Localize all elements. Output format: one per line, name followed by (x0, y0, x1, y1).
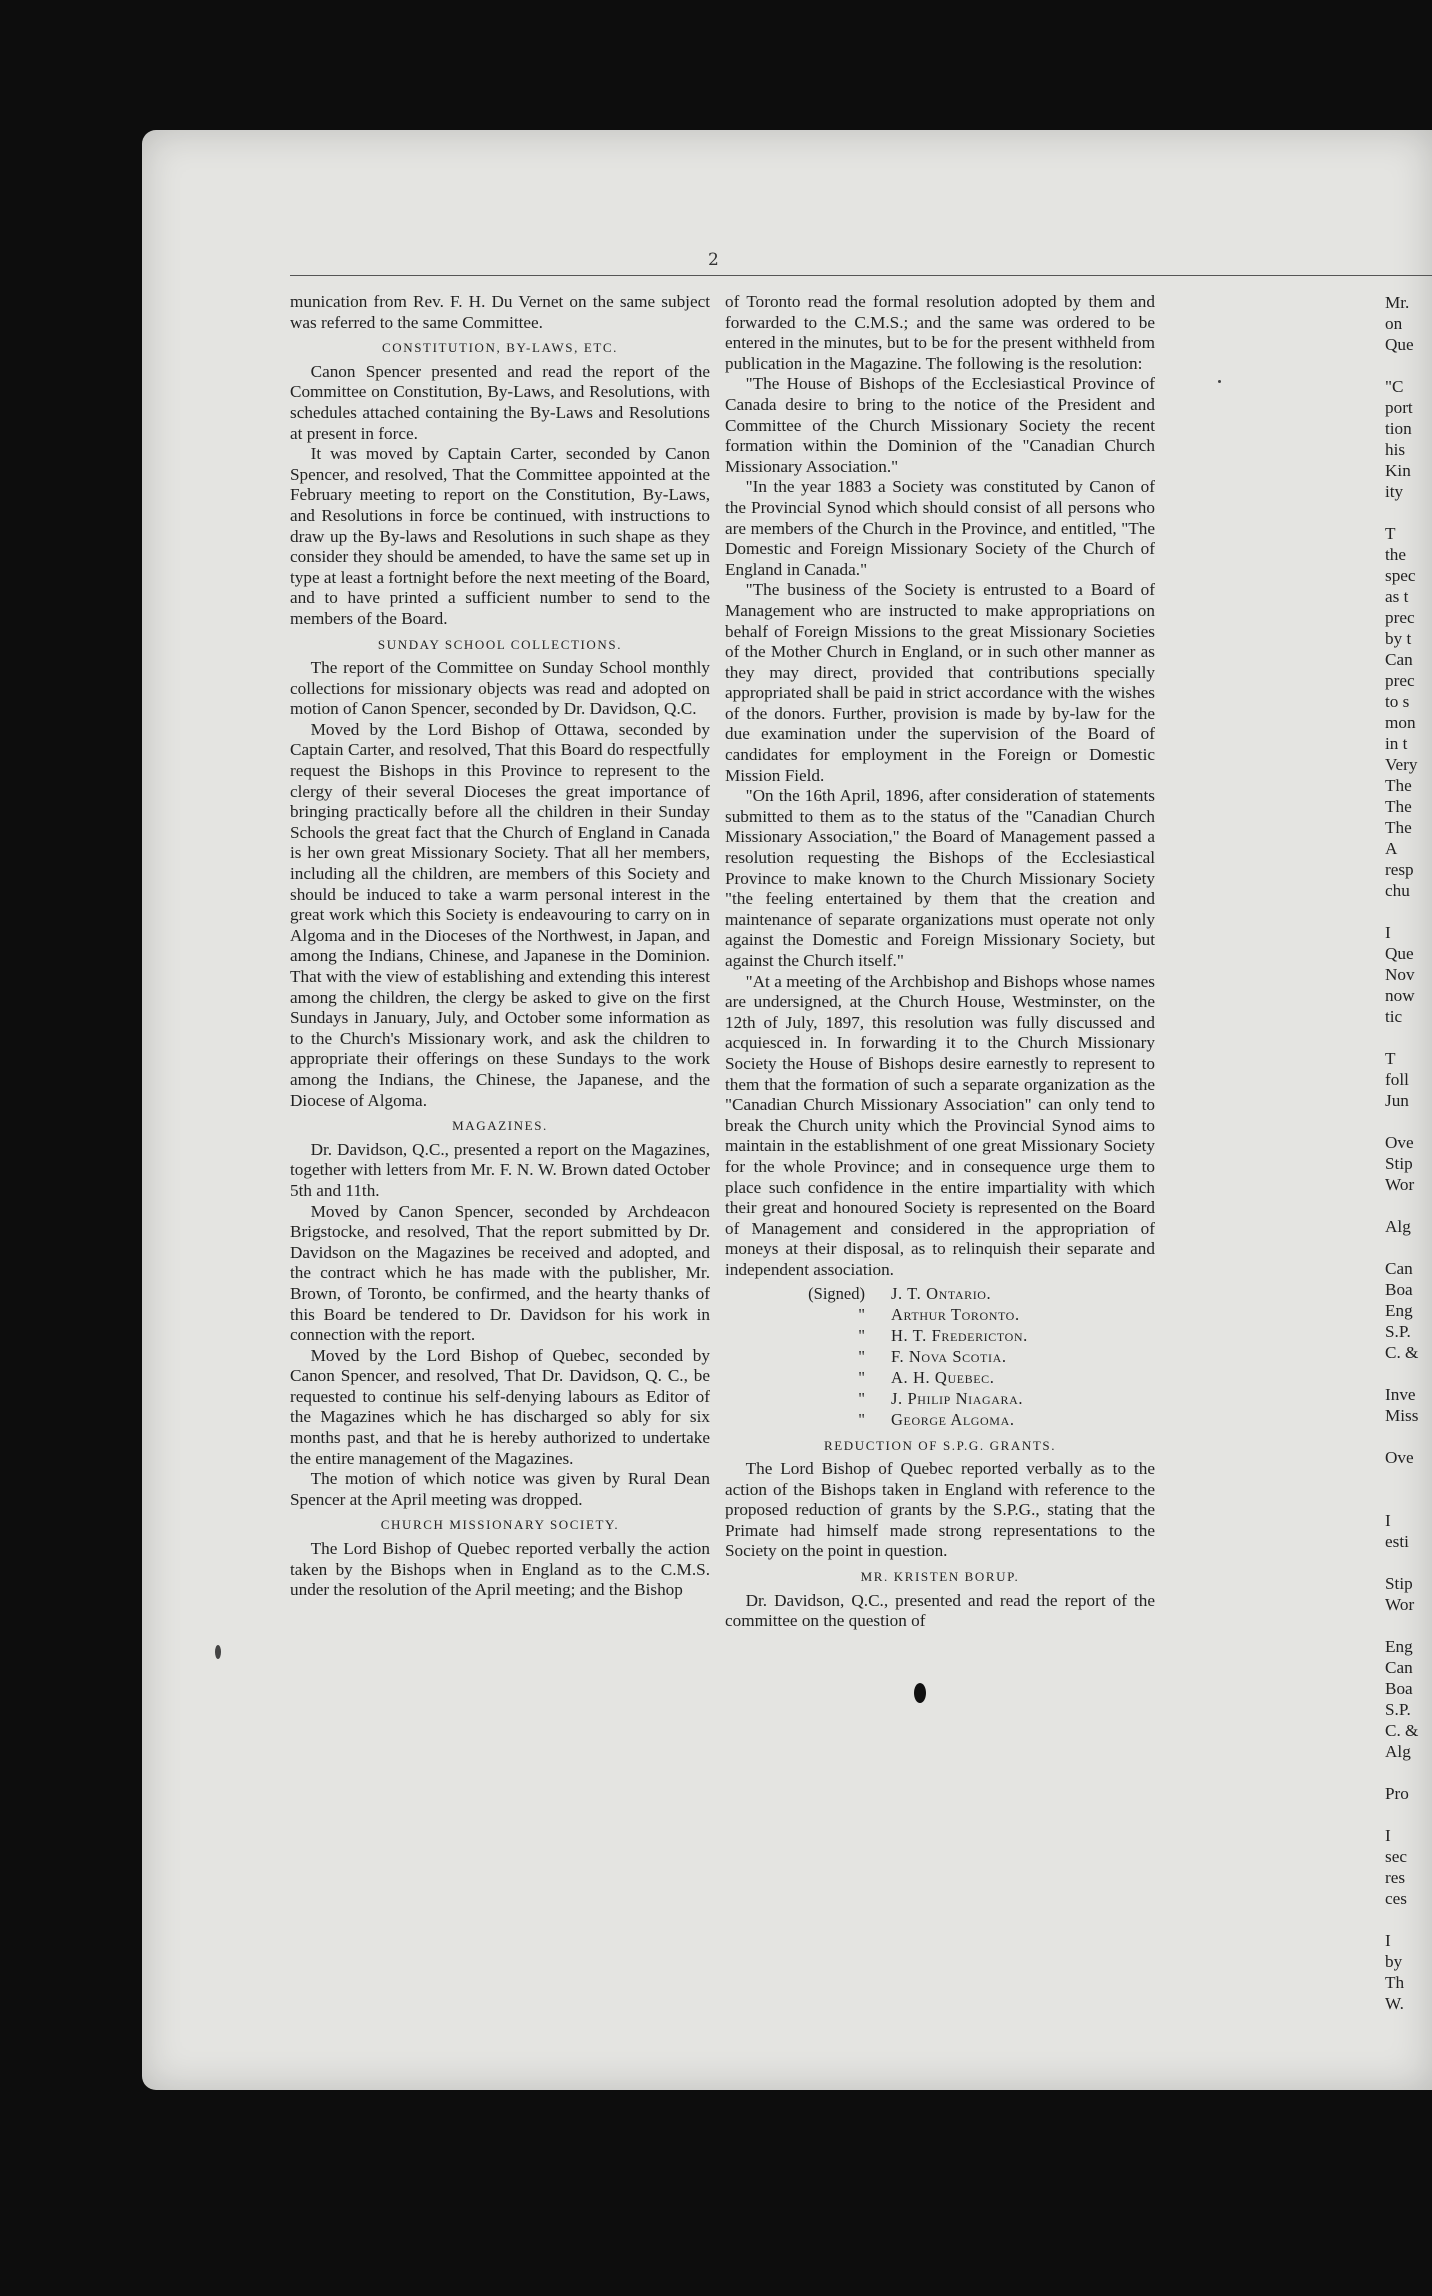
fragment-line: I (1385, 1511, 1391, 1530)
paragraph: "In the year 1883 a Society was constituted by Canon of the Provincial Synod which should consist of all persons who are members of the Church in the Province, and entitled, "The Domestic and Foreign Missionary Society of the Church of England in Canada." (725, 477, 1155, 579)
fragment-line: foll (1385, 1070, 1409, 1089)
paragraph: "At a meeting of the Archbishop and Bishops whose names are undersigned, at the Church House, Westminster, on the 12th of July, 1897, this resolution was fully discussed and acquiesced in. In forwarding it to the Church Missionary Society the House of Bishops desire earnestly to represent to them that the formation of such a separate organization as the "Canadian Church Missionary Association" can only tend to break the Church unity which the Provincial Synod aims to maintain in the establishment of one great Missionary Society for the whole Province; and in consequence urge them to place such confidence in the entire impartiality with which their great and honoured Society is represented on the Board of Management and considered in the appropriation of moneys at their disposal, as to relinquish their separate and independent association. (725, 971, 1155, 1279)
paragraph: "On the 16th April, 1896, after consideration of statements submitted to them as to the status of the "Canadian Church Missionary Association," the Board of Management passed a resolution requesting the Bishops of the Ecclesiastical Province to make known to the Church Missionary Society "the feeling entertained by them that the creation and maintenance of separate organizations must operate not only against the Domestic and Foreign Missionary Society, but against the Church itself." (725, 786, 1155, 970)
fragment-line (1385, 1426, 1432, 1447)
fragment-line: Wor (1385, 1175, 1415, 1194)
fragment-line: his (1385, 440, 1406, 459)
fragment-line: Jun (1385, 1091, 1409, 1110)
ink-speck (215, 1645, 221, 1659)
fragment-line: A (1385, 839, 1398, 858)
signature-mark: " (858, 1304, 865, 1324)
fragment-line: the (1385, 545, 1406, 564)
fragment-line: in t (1385, 734, 1408, 753)
column-middle (725, 292, 1155, 1632)
fragment-line: The (1385, 776, 1412, 795)
fragment-line: Can (1385, 1259, 1413, 1278)
paragraph: The motion of which notice was given by Rural Dean Spencer at the April meeting was dropped. (290, 1469, 710, 1509)
fragment-line: Pro (1385, 1784, 1409, 1803)
signature-row (725, 1409, 1155, 1430)
fragment-line: by (1385, 1952, 1403, 1971)
fragment-line: Stip (1385, 1154, 1413, 1173)
signature-row (725, 1283, 1155, 1304)
fragment-line (1385, 1027, 1432, 1048)
section-heading: REDUCTION OF S.P.G. GRANTS. (823, 1437, 1057, 1453)
signatory-name: J. T. Ontario. (891, 1283, 992, 1303)
fragment-line: sec (1385, 1847, 1407, 1866)
paragraph: "The business of the Society is entrusted to a Board of Management who are instructed to make appropriations on behalf of Foreign Missions to the great Missionary Societies of the Mother Church in England, or in such other manner as they may direct, provided that contributions specially appropriated shall be paid in strict accordance with the wishes of the donors. Further, provision is made by by-law for the due examination under the supervision of the Board of candidates for employment in the Foreign or Domestic Mission Field. (725, 580, 1155, 785)
paragraph: "The House of Bishops of the Ecclesiastical Province of Canada desire to bring to the notice of the President and Committee of the Church Missionary Society the recent formation within the Dominion of the "Canadian Church Missionary Association." (725, 374, 1155, 476)
fragment-line (1385, 1195, 1432, 1216)
fragment-line: Kin (1385, 461, 1411, 480)
fragment-line (1385, 1111, 1432, 1132)
fragment-line: Miss (1385, 1406, 1419, 1425)
paragraph: Dr. Davidson, Q.C., presented and read the report of the committee on the question of (725, 1590, 1155, 1631)
signature-block (725, 1283, 1155, 1430)
fragment-line: on (1385, 314, 1403, 333)
fragment-line: Alg (1385, 1217, 1411, 1236)
signature-mark: " (858, 1409, 865, 1429)
section-heading: MAGAZINES. (452, 1118, 548, 1134)
page-number: 2 (708, 250, 719, 270)
fragment-line: Mr. (1385, 293, 1410, 312)
fragment-line: as t (1385, 587, 1409, 606)
fragment-line (1385, 1762, 1432, 1783)
ink-speck (1218, 380, 1221, 383)
section-heading: MR. KRISTEN BORUP. (860, 1569, 1020, 1585)
fragment-line (1385, 355, 1432, 376)
paragraph: Dr. Davidson, Q.C., presented a report on the Magazines, together with letters from Mr. F. N. W. Brown dated October 5th and 11th. (290, 1139, 710, 1200)
fragment-line: Can (1385, 650, 1413, 669)
fragment-line: S.P. (1385, 1322, 1411, 1341)
fragment-line: now (1385, 986, 1415, 1005)
paragraph: Moved by Canon Spencer, seconded by Archdeacon Brigstocke, and resolved, That the report submitted by Dr. Davidson on the Magazines be received and adopted, and the contract which he has made with the publisher, Mr. Brown, of Toronto, be confirmed, and the hearty thanks of this Board be tendered to Dr. Davidson for his work in connection with the report. (290, 1201, 710, 1345)
signature-row (725, 1388, 1155, 1409)
signatory-name: H. T. Fredericton. (891, 1325, 1028, 1345)
fragment-line: prec (1385, 671, 1415, 690)
fragment-line (1385, 1615, 1432, 1636)
fragment-line: T (1385, 524, 1396, 543)
column-right-fragment (1385, 292, 1432, 2014)
fragment-line: Alg (1385, 1742, 1411, 1761)
fragment-line: to s (1385, 692, 1410, 711)
fragment-line: tic (1385, 1007, 1403, 1026)
fragment-line: W. (1385, 1994, 1404, 2013)
paragraph: The Lord Bishop of Quebec reported verbally the action taken by the Bishops when in England as to the C.M.S. under the resolution of the April meeting; and the Bishop (290, 1539, 710, 1600)
fragment-line: Inve (1385, 1385, 1416, 1404)
paragraph: Moved by the Lord Bishop of Quebec, seconded by Canon Spencer, and resolved, That Dr. Davidson, Q. C., be requested to continue his self-denying labours as Editor of the Magazines which he has discharged so ably for six months past, and that he is hereby authorized to undertake the entire management of the Magazines. (290, 1345, 710, 1468)
ink-blot (914, 1683, 926, 1703)
signatory-name: George Algoma. (891, 1409, 1015, 1429)
fragment-line (1385, 1468, 1432, 1489)
fragment-line (1385, 901, 1432, 922)
fragment-line: The (1385, 797, 1412, 816)
fragment-line: I (1385, 1931, 1391, 1950)
fragment-line: I (1385, 1826, 1391, 1845)
fragment-line: prec (1385, 608, 1415, 627)
fragment-line (1385, 1489, 1432, 1510)
paragraph: The Lord Bishop of Quebec reported verbally as to the action of the Bishops taken in England with reference to the proposed reduction of grants by the S.P.G., stating that the Primate had himself made strong representations to the Society on the point in question. (725, 1459, 1155, 1561)
fragment-line: Que (1385, 335, 1414, 354)
header-rule (290, 275, 1432, 276)
fragment-line: Can (1385, 1658, 1413, 1677)
signature-row (725, 1304, 1155, 1325)
column-left (290, 292, 710, 1601)
fragment-line: Ove (1385, 1133, 1414, 1152)
section-heading: CONSTITUTION, BY-LAWS, ETC. (381, 340, 619, 356)
fragment-line: res (1385, 1868, 1406, 1887)
paragraph: Moved by the Lord Bishop of Ottawa, seconded by Captain Carter, and resolved, That this Board do respectfully request the Bishops in this Province to represent to the clergy of their several Dioceses the great importance of bringing practically before all the children in their Sunday Schools the great fact that the Church of England in Canada is her own great Missionary Society. That all her members, including all the children, are members of this Society and should be induced to take a warm personal interest in the great work which this Society is endeavouring to carry on in Algoma and in the Dioceses of the Northwest, in Japan, and among the Indians, Chinese, and Japanese in the Dominion. That with the view of establishing and extending this interest among the children, the clergy be asked to give on the first Sundays in January, July, and October some information as to the Church's Missionary work, and ask the children to appropriate their offerings on these Sundays to the work among the Indians, the Chinese, the Japanese, and the Diocese of Algoma. (290, 719, 710, 1110)
fragment-line: Ove (1385, 1448, 1414, 1467)
fragment-line: Eng (1385, 1637, 1413, 1656)
signature-row (725, 1367, 1155, 1388)
fragment-line: Wor (1385, 1595, 1415, 1614)
signature-mark: " (858, 1325, 865, 1345)
signatory-name: F. Nova Scotia. (891, 1346, 1007, 1366)
paragraph: It was moved by Captain Carter, seconded by Canon Spencer, and resolved, That the Committee appointed at the February meeting to report on the Constitution, By-Laws, and Resolutions in force be continued, with instructions to draw up the By-laws and Resolutions in such shape as they consider they should be amended, to have the same set up in type at least a fortnight before the next meeting of the Board, and to have printed a sufficient number to send to the members of the Board. (290, 444, 710, 628)
fragment-line: ces (1385, 1889, 1407, 1908)
paragraph: munication from Rev. F. H. Du Vernet on the same subject was referred to the same Committee. (290, 292, 710, 332)
paragraph: The report of the Committee on Sunday School monthly collections for missionary objects was read and adopted on motion of Canon Spencer, seconded by Dr. Davidson, Q.C. (290, 658, 710, 719)
fragment-line: resp (1385, 860, 1414, 879)
fragment-line: T (1385, 1049, 1396, 1068)
fragment-line: "C (1385, 377, 1404, 396)
signatory-name: J. Philip Niagara. (891, 1388, 1024, 1408)
paragraph: Canon Spencer presented and read the report of the Committee on Constitution, By-Laws, and Resolutions, with schedules attached containing the By-Laws and Resolutions at present in force. (290, 361, 710, 443)
fragment-line: S.P. (1385, 1700, 1411, 1719)
signature-mark: (Signed) (808, 1283, 865, 1303)
fragment-line: Boa (1385, 1679, 1413, 1698)
signatory-name: A. H. Quebec. (891, 1367, 995, 1387)
fragment-line: tion (1385, 419, 1412, 438)
paragraph: of Toronto read the formal resolution adopted by them and forwarded to the C.M.S.; and the same was ordered to be entered in the minutes, but to be for the present withheld from publication in the Magazine. The following is the resolution: (725, 292, 1155, 373)
fragment-line: mon (1385, 713, 1416, 732)
signature-mark: " (858, 1388, 865, 1408)
fragment-line: Th (1385, 1973, 1405, 1992)
fragment-line: The (1385, 818, 1412, 837)
fragment-line: chu (1385, 881, 1410, 900)
fragment-line (1385, 1909, 1432, 1930)
fragment-line (1385, 1237, 1432, 1258)
fragment-line: by t (1385, 629, 1412, 648)
fragment-line: C. & (1385, 1721, 1419, 1740)
fragment-line: Very (1385, 755, 1418, 774)
signature-row (725, 1325, 1155, 1346)
signatory-name: Arthur Toronto. (891, 1304, 1020, 1324)
fragment-line: Stip (1385, 1574, 1413, 1593)
fragment-line: Boa (1385, 1280, 1413, 1299)
fragment-line (1385, 1804, 1432, 1825)
fragment-line: spec (1385, 566, 1416, 585)
fragment-line: I (1385, 923, 1391, 942)
fragment-line: esti (1385, 1532, 1409, 1551)
fragment-line (1385, 1363, 1432, 1384)
section-heading: SUNDAY SCHOOL COLLECTIONS. (377, 636, 623, 652)
fragment-line: C. & (1385, 1343, 1419, 1362)
fragment-line: ity (1385, 482, 1404, 501)
signature-row (725, 1346, 1155, 1367)
fragment-line (1385, 502, 1432, 523)
fragment-line: Nov (1385, 965, 1415, 984)
fragment-line (1385, 1552, 1432, 1573)
signature-mark: " (858, 1367, 865, 1387)
fragment-line: port (1385, 398, 1413, 417)
fragment-line: Que (1385, 944, 1414, 963)
section-heading: CHURCH MISSIONARY SOCIETY. (380, 1517, 620, 1533)
signature-mark: " (858, 1346, 865, 1366)
fragment-line: Eng (1385, 1301, 1413, 1320)
